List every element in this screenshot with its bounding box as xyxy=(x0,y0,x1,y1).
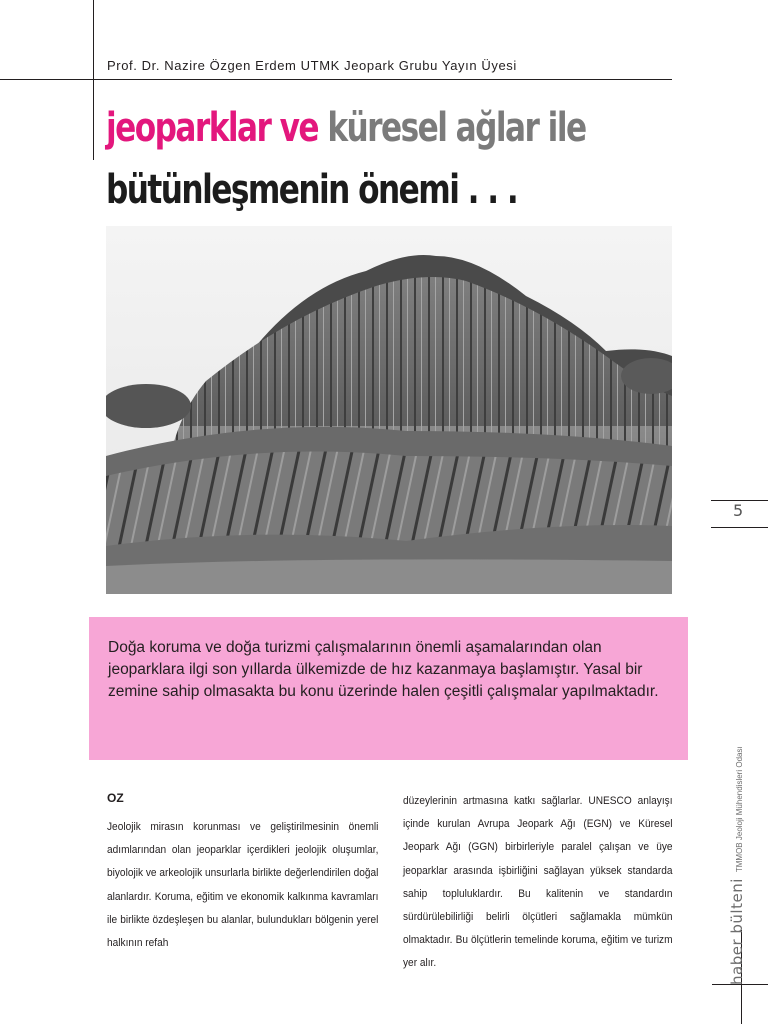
intro-callout-text: Doğa koruma ve doğa turizmi çalışmalarının önemli aşamalarından olan jeoparklara ilgi son yıllarda ülkemizde de hız kazanmaya başlamıştır. Yasal bir zemine sahip olmasakta bu konu üzerinde halen çeşitli çalışmalar yapılmaktadır. xyxy=(108,639,659,700)
columnar-basalt-icon xyxy=(106,226,672,594)
organization-name: TMMOB Jeoloji Mühendisleri Odası xyxy=(735,746,744,873)
top-left-rule xyxy=(93,0,94,160)
section-heading: OZ xyxy=(107,791,124,805)
title-pink-part: jeoparklar ve xyxy=(106,105,319,151)
intro-callout-box xyxy=(89,617,688,760)
article-title-line1 xyxy=(106,104,586,152)
columnar-basalt-photo xyxy=(106,226,672,594)
article-title-line2: bütünleşmenin önemi . . . xyxy=(106,167,518,213)
header-rule xyxy=(0,79,672,80)
body-column-left: Jeolojik mirasın korunması ve geliştirilmesinin önemli adımlarından olan jeoparklar içerdikleri jeolojik oluşumlar, biyolojik ve arkeolojik unsurlarla birlikte değerlendirilen doğal alanlardır. Koruma, eğitim ve ekonomik kalkınma kavramları ile birlikte özdeşleşen bu alanlar, bulundukları bölgenin yerel halkının refah xyxy=(107,821,379,950)
title-gray-part: küresel ağlar ile xyxy=(318,105,586,151)
body-column-right: düzeylerinin artmasına katkı sağlarlar. UNESCO anlayışı içinde kurulan Avrupa Jeopark Ağı (EGN) ve Küresel Jeopark Ağı (GGN) birbirleriyle paralel çalışan ve üye jeoparklar arasında işbirliğini sağlayan yüksek standarda sahip topluluklardır. Bu kalitenin ve standardın sürdürülebilirliği belirli ölçütleri sağlamakla mümkün olmaktadır. Bu ölçütlerin temelinde koruma, eğitim ve turizm yer alır. xyxy=(403,795,673,970)
author-line: Prof. Dr. Nazire Özgen Erdem UTMK Jeopark Grubu Yayın Üyesi xyxy=(107,58,517,73)
sidebar-publication-label xyxy=(728,746,747,985)
publication-name: haber bülteni xyxy=(728,878,746,985)
page-number: 5 xyxy=(733,501,744,520)
